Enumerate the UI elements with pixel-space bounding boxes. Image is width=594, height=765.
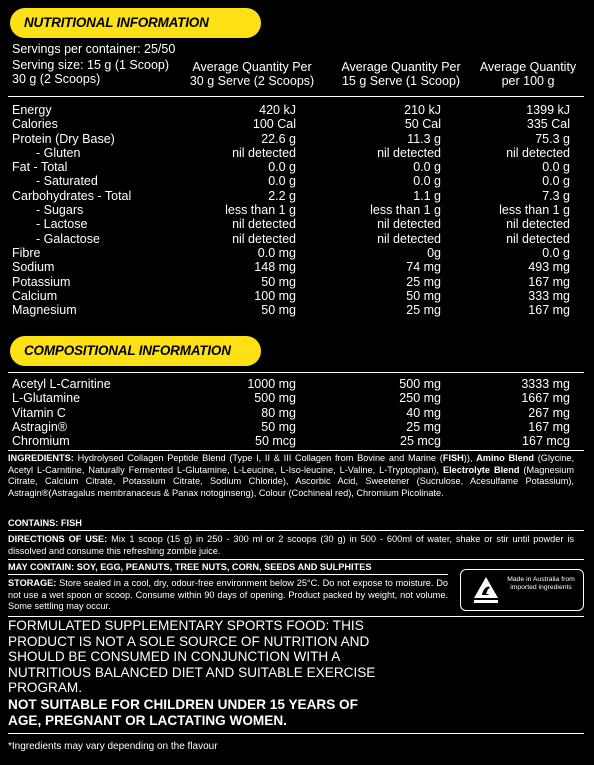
- made-in-australia-badge: [460, 569, 584, 611]
- header-line: per 100 g: [501, 73, 555, 88]
- badge-text: Made in Australia from imported ingredients: [507, 576, 575, 592]
- storage-heading: STORAGE:: [8, 578, 57, 588]
- table-row: [12, 275, 574, 289]
- table-row: [12, 203, 574, 217]
- row-value: nil detected: [232, 145, 296, 160]
- table-row: [12, 303, 574, 317]
- formulated-statement: FORMULATED SUPPLEMENTARY SPORTS FOOD: THIS PRODUCT IS NOT A SOLE SOURCE OF NUTRITION AND SHOULD BE CONSUMED IN CONJUNCTION WITH A NUTRITIOUS BALANCED DIET AND SUITABLE EXERCISE PROGRAM.: [8, 618, 376, 695]
- not-suitable-statement: NOT SUITABLE FOR CHILDREN UNDER 15 YEARS OF AGE, PREGNANT OR LACTATING WOMEN.: [8, 697, 358, 728]
- serving-size-line1: Serving size: 15 g (1 Scoop): [12, 58, 170, 72]
- kangaroo-triangle-icon: [473, 576, 499, 604]
- row-label: Vitamin C: [12, 405, 66, 420]
- table-row: [12, 246, 574, 260]
- row-value: 333 mg: [528, 288, 570, 303]
- row-label: Chromium: [12, 434, 70, 449]
- row-value: 0g: [427, 245, 441, 260]
- row-label: Fat - Total: [12, 160, 68, 175]
- compositional-information-heading: COMPOSITIONAL INFORMATION: [10, 336, 261, 366]
- table-row: [12, 260, 574, 274]
- row-label: Calories: [12, 117, 58, 132]
- divider: [8, 372, 584, 373]
- flavour-footnote: *Ingredients may vary depending on the flavour: [8, 741, 218, 752]
- row-value: 0.0 mg: [257, 245, 296, 260]
- compositional-table: [12, 377, 574, 448]
- row-label: Calcium: [12, 288, 58, 303]
- row-value: 167 mg: [528, 274, 570, 289]
- column-header-30g: [181, 61, 323, 88]
- storage-body: Store sealed in a cool, dry, odour-free environment below 25°C. Do not expose to moisture. Do not use a wet spoon or scoop. Consume within 90 days of opening. Product packed by weight, not volume. Some settling may occur.: [8, 578, 448, 612]
- row-value: 335 Cal: [526, 117, 570, 132]
- divider: [8, 450, 584, 451]
- row-value: 75.3 g: [535, 131, 570, 146]
- row-value: 0.0 g: [268, 174, 296, 189]
- row-value: less than 1 g: [370, 203, 441, 218]
- divider: [8, 574, 448, 575]
- row-value: 0.0 g: [542, 160, 570, 175]
- contains-statement: CONTAINS: FISH: [8, 518, 82, 528]
- header-line: 30 g Serve (2 Scoops): [189, 73, 315, 88]
- serving-size-line2: 30 g (2 Scoops): [12, 72, 101, 86]
- row-value: 50 Cal: [404, 117, 441, 132]
- table-row: [12, 189, 574, 203]
- row-value: 40 mg: [406, 405, 441, 420]
- row-value: 25 mg: [406, 303, 441, 318]
- row-value: nil detected: [506, 145, 570, 160]
- row-label: - Gluten: [36, 145, 81, 160]
- nutrition-table: [12, 103, 574, 317]
- row-value: 167 mg: [528, 303, 570, 318]
- ingredients-text: [8, 453, 574, 499]
- row-label: - Saturated: [36, 174, 98, 189]
- row-value: 420 kJ: [259, 103, 296, 117]
- row-value: 100 Cal: [252, 117, 296, 132]
- row-value: 11.3 g: [407, 131, 441, 146]
- row-value: 25 mcg: [400, 434, 441, 449]
- row-label: Potassium: [12, 274, 71, 289]
- ingredients-part: (Magnesium Citrate, Calcium Citrate, Potassium Citrate, Sodium Chloride), Ascorbic Acid, Sweetener (Sucrulose, Acesulfame Potassium), Astragin®(Astragalus membranaceus & Panax notoginseng), Colour (Cochineal red), Chromium Picolinate.: [8, 464, 574, 498]
- row-label: - Lactose: [36, 217, 88, 232]
- electrolyte-blend-heading: Electrolyte Blend: [443, 464, 520, 475]
- row-value: 1399 kJ: [526, 103, 570, 117]
- row-value: nil detected: [232, 217, 296, 232]
- row-value: 50 mg: [261, 419, 296, 434]
- table-row: [12, 132, 574, 146]
- row-value: 100 mg: [254, 288, 296, 303]
- row-value: 50 mg: [261, 274, 296, 289]
- table-row: [12, 232, 574, 246]
- header-line: Average Quantity Per: [192, 60, 312, 74]
- table-row: [12, 174, 574, 188]
- row-value: 25 mg: [406, 274, 441, 289]
- table-row: [12, 434, 574, 448]
- row-value: 50 mg: [406, 288, 441, 303]
- table-row: [12, 217, 574, 231]
- row-value: nil detected: [232, 231, 296, 246]
- table-row: [12, 391, 574, 405]
- row-value: 0.0 g: [268, 160, 296, 175]
- row-value: nil detected: [377, 217, 441, 232]
- row-label: - Galactose: [36, 231, 100, 246]
- table-row: [12, 117, 574, 131]
- table-row: [12, 160, 574, 174]
- row-value: 493 mg: [528, 260, 570, 275]
- nutritional-information-heading: NUTRITIONAL INFORMATION: [10, 8, 261, 38]
- row-value: 74 mg: [406, 260, 441, 275]
- ingredients-part: )),: [463, 453, 477, 463]
- servings-per-container: Servings per container: 25/50: [12, 42, 176, 56]
- row-label: Protein (Dry Base): [12, 131, 115, 146]
- divider: [8, 733, 584, 734]
- column-header-15g: [332, 61, 470, 88]
- row-value: 500 mg: [254, 391, 296, 406]
- header-line: 15 g Serve (1 Scoop): [341, 73, 461, 88]
- row-label: Energy: [12, 103, 52, 117]
- may-contain-statement: MAY CONTAIN: SOY, EGG, PEANUTS, TREE NUTS, CORN, SEEDS AND SULPHITES: [8, 562, 372, 572]
- row-value: 0.0 g: [542, 245, 570, 260]
- header-line: Average Quantity Per: [341, 60, 461, 74]
- row-label: Sodium: [12, 260, 55, 275]
- row-value: 500 mg: [399, 377, 441, 391]
- row-value: 0.0 g: [542, 174, 570, 189]
- row-value: 210 kJ: [404, 103, 441, 117]
- row-value: 267 mg: [528, 405, 570, 420]
- row-value: less than 1 g: [225, 203, 296, 218]
- row-value: 25 mg: [406, 419, 441, 434]
- ingredients-part: (Glycine, Acetyl L-Carnitine, Naturally Fermented L-Glutamine, L-Leucine, L-Iso-leucine, L-Valine, L-Tryptophan),: [8, 453, 574, 475]
- row-label: Astragin®: [12, 419, 68, 434]
- storage-text: [8, 578, 448, 613]
- table-row: [12, 289, 574, 303]
- row-value: less than 1 g: [499, 203, 570, 218]
- row-value: 167 mcg: [522, 434, 570, 449]
- row-value: nil detected: [377, 231, 441, 246]
- row-value: nil detected: [506, 217, 570, 232]
- row-value: 1667 mg: [521, 391, 570, 406]
- row-label: Acetyl L-Carnitine: [12, 377, 111, 391]
- row-value: 50 mg: [261, 303, 296, 318]
- header-line: Average Quantity: [479, 60, 577, 74]
- table-row: [12, 103, 574, 117]
- row-value: 0.0 g: [413, 160, 441, 175]
- directions-heading: DIRECTIONS OF USE:: [8, 534, 108, 544]
- table-row: [12, 420, 574, 434]
- row-value: 50 mcg: [255, 434, 296, 449]
- directions-text: [8, 534, 574, 557]
- row-value: 80 mg: [261, 405, 296, 420]
- table-row: [12, 377, 574, 391]
- row-value: 3333 mg: [521, 377, 570, 391]
- divider: [8, 616, 584, 617]
- table-row: [12, 406, 574, 420]
- column-header-100g: [470, 61, 586, 88]
- row-value: nil detected: [506, 231, 570, 246]
- row-value: 250 mg: [399, 391, 441, 406]
- ingredients-part: Hydrolysed Collagen Peptide Blend (Type I, II & III Collagen from Bovine and Marine (: [73, 453, 443, 463]
- row-value: 148 mg: [254, 260, 296, 275]
- row-value: 2.2 g: [268, 188, 296, 203]
- divider: [8, 530, 584, 531]
- row-label: Carbohydrates - Total: [12, 188, 132, 203]
- row-value: 0.0 g: [413, 174, 441, 189]
- directions-body: Mix 1 scoop (15 g) in 250 - 300 ml or 2 scoops (30 g) in 500 - 600ml of water, shake or stir until powder is dissolved and consume this refreshing zombie juice.: [8, 534, 574, 556]
- row-value: 1.1 g: [413, 188, 441, 203]
- row-label: - Sugars: [36, 203, 84, 218]
- row-label: L-Glutamine: [12, 391, 81, 406]
- amino-blend-heading: Amino Blend: [476, 453, 535, 463]
- row-label: Magnesium: [12, 303, 77, 318]
- ingredients-heading: INGREDIENTS:: [8, 453, 74, 463]
- row-value: 1000 mg: [247, 377, 296, 391]
- divider: [8, 559, 584, 560]
- fish-allergen: FISH: [442, 453, 464, 463]
- row-value: nil detected: [377, 145, 441, 160]
- row-value: 167 mg: [528, 419, 570, 434]
- row-value: 22.6 g: [261, 131, 296, 146]
- row-value: 7.3 g: [542, 188, 570, 203]
- row-label: Fibre: [12, 245, 41, 260]
- table-row: [12, 146, 574, 160]
- divider: [8, 96, 584, 97]
